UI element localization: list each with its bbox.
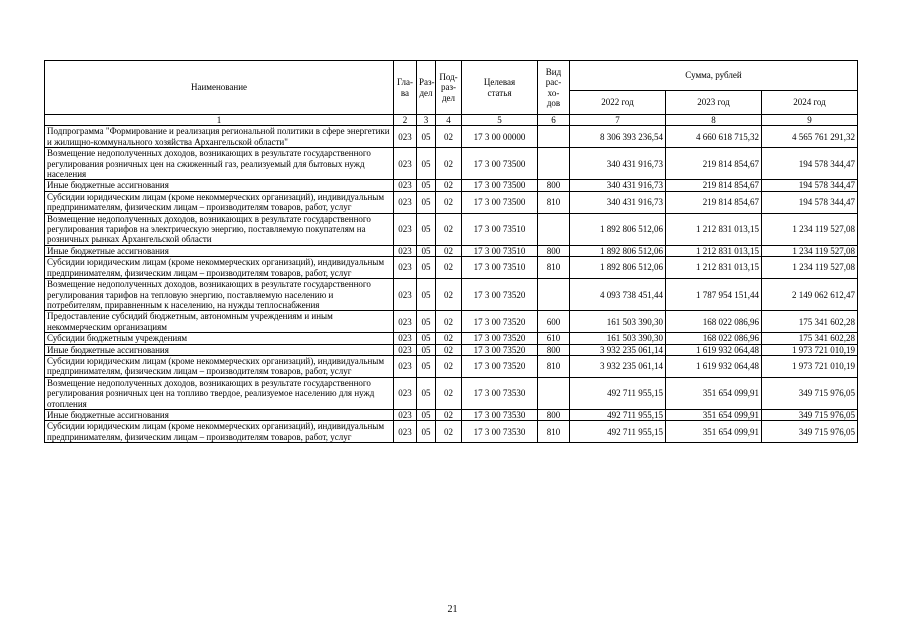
row-sum-2024: 194 578 344,47	[762, 191, 858, 213]
row-sum-2023: 219 814 854,67	[666, 148, 762, 180]
row-glava: 023	[394, 257, 417, 279]
row-razdel: 05	[417, 421, 436, 443]
row-target: 17 3 00 73500	[462, 191, 538, 213]
row-vid: 800	[538, 344, 570, 355]
row-target: 17 3 00 73510	[462, 213, 538, 245]
table-row	[45, 213, 858, 245]
row-sum-2022: 340 431 916,73	[570, 180, 666, 191]
column-index: 6	[538, 115, 570, 126]
column-index: 3	[417, 115, 436, 126]
row-sum-2023: 1 619 932 064,48	[666, 355, 762, 377]
row-target: 17 3 00 73510	[462, 257, 538, 279]
row-sum-2022: 8 306 393 236,54	[570, 126, 666, 148]
row-sum-2024: 4 565 761 291,32	[762, 126, 858, 148]
row-razdel: 05	[417, 126, 436, 148]
row-razdel: 05	[417, 180, 436, 191]
row-name: Субсидии юридическим лицам (кроме некоммерческих организаций), индивидуальным предпринимателям, физическим лицам – производителям товаров, работ, услуг	[45, 191, 394, 213]
row-name: Предоставление субсидий бюджетным, автономным учреждениям и иным некоммерческим организациям	[45, 311, 394, 333]
row-glava: 023	[394, 279, 417, 311]
row-vid: 810	[538, 421, 570, 443]
row-glava: 023	[394, 344, 417, 355]
row-vid	[538, 148, 570, 180]
row-sum-2023: 351 654 099,91	[666, 409, 762, 420]
table-row	[45, 377, 858, 409]
row-podrazdel: 02	[436, 355, 462, 377]
row-glava: 023	[394, 409, 417, 420]
row-razdel: 05	[417, 311, 436, 333]
row-sum-2023: 1 787 954 151,44	[666, 279, 762, 311]
header-sum: Сумма, рублей	[570, 61, 858, 91]
row-vid: 600	[538, 311, 570, 333]
row-podrazdel: 02	[436, 421, 462, 443]
row-razdel: 05	[417, 333, 436, 344]
row-sum-2022: 3 932 235 061,14	[570, 355, 666, 377]
row-vid	[538, 213, 570, 245]
row-razdel: 05	[417, 245, 436, 256]
row-name: Возмещение недополученных доходов, возникающих в результате государственного регулирования розничных цен на сжиженный газ, реализуемый для бытовых нужд населения	[45, 148, 394, 180]
row-name: Возмещение недополученных доходов, возникающих в результате государственного регулирования розничных цен на топливо твердое, реализуемое населению для нужд отопления	[45, 377, 394, 409]
row-podrazdel: 02	[436, 180, 462, 191]
row-vid: 610	[538, 333, 570, 344]
row-sum-2022: 1 892 806 512,06	[570, 257, 666, 279]
row-glava: 023	[394, 213, 417, 245]
row-razdel: 05	[417, 377, 436, 409]
row-razdel: 05	[417, 344, 436, 355]
header-name: Наименование	[45, 61, 394, 115]
column-index: 2	[394, 115, 417, 126]
table-row	[45, 409, 858, 420]
row-glava: 023	[394, 377, 417, 409]
row-sum-2024: 349 715 976,05	[762, 421, 858, 443]
row-sum-2024: 2 149 062 612,47	[762, 279, 858, 311]
row-sum-2023: 1 212 831 013,15	[666, 257, 762, 279]
column-index: 5	[462, 115, 538, 126]
row-podrazdel: 02	[436, 311, 462, 333]
row-name: Иные бюджетные ассигнования	[45, 409, 394, 420]
row-glava: 023	[394, 126, 417, 148]
row-sum-2022: 492 711 955,15	[570, 409, 666, 420]
row-sum-2022: 340 431 916,73	[570, 148, 666, 180]
table-row	[45, 148, 858, 180]
row-sum-2024: 194 578 344,47	[762, 148, 858, 180]
row-razdel: 05	[417, 257, 436, 279]
column-index: 1	[45, 115, 394, 126]
row-glava: 023	[394, 421, 417, 443]
row-target: 17 3 00 73510	[462, 245, 538, 256]
row-sum-2022: 161 503 390,30	[570, 333, 666, 344]
row-sum-2023: 168 022 086,96	[666, 311, 762, 333]
row-glava: 023	[394, 333, 417, 344]
row-vid: 810	[538, 257, 570, 279]
column-index: 4	[436, 115, 462, 126]
header-glava: Гла- ва	[394, 61, 417, 115]
row-name: Субсидии бюджетным учреждениям	[45, 333, 394, 344]
table-row	[45, 245, 858, 256]
row-name: Субсидии юридическим лицам (кроме некоммерческих организаций), индивидуальным предпринимателям, физическим лицам – производителям товаров, работ, услуг	[45, 355, 394, 377]
header-year-2024: 2024 год	[762, 91, 858, 115]
row-target: 17 3 00 73520	[462, 333, 538, 344]
row-razdel: 05	[417, 191, 436, 213]
row-target: 17 3 00 73520	[462, 355, 538, 377]
header-year-2022: 2022 год	[570, 91, 666, 115]
row-glava: 023	[394, 311, 417, 333]
row-sum-2024: 1 973 721 010,19	[762, 355, 858, 377]
row-vid	[538, 377, 570, 409]
header-razdel: Раз- дел	[417, 61, 436, 115]
header-podrazdel: Под- раз- дел	[436, 61, 462, 115]
row-sum-2022: 492 711 955,15	[570, 421, 666, 443]
row-vid	[538, 279, 570, 311]
row-name: Субсидии юридическим лицам (кроме некоммерческих организаций), индивидуальным предпринимателям, физическим лицам – производителям товаров, работ, услуг	[45, 421, 394, 443]
row-sum-2023: 168 022 086,96	[666, 333, 762, 344]
row-name: Подпрограмма "Формирование и реализация региональной политики в сфере энергетики и жилищно-коммунального хозяйства Архангельской области"	[45, 126, 394, 148]
row-sum-2024: 349 715 976,05	[762, 409, 858, 420]
row-glava: 023	[394, 355, 417, 377]
column-index: 7	[570, 115, 666, 126]
row-podrazdel: 02	[436, 245, 462, 256]
row-target: 17 3 00 73500	[462, 180, 538, 191]
row-podrazdel: 02	[436, 333, 462, 344]
row-vid: 800	[538, 180, 570, 191]
row-name: Возмещение недополученных доходов, возникающих в результате государственного регулирования тарифов на тепловую энергию, поставляемую населению и потребителям, приравненным к населению, на нужды теплоснабжения	[45, 279, 394, 311]
row-target: 17 3 00 73530	[462, 377, 538, 409]
header-year-2023: 2023 год	[666, 91, 762, 115]
row-target: 17 3 00 73520	[462, 344, 538, 355]
row-glava: 023	[394, 191, 417, 213]
row-sum-2022: 492 711 955,15	[570, 377, 666, 409]
row-sum-2024: 1 234 119 527,08	[762, 245, 858, 256]
row-sum-2022: 4 093 738 451,44	[570, 279, 666, 311]
row-vid: 810	[538, 355, 570, 377]
table-row	[45, 333, 858, 344]
row-sum-2023: 1 212 831 013,15	[666, 245, 762, 256]
row-podrazdel: 02	[436, 279, 462, 311]
table-body	[45, 126, 858, 443]
table-row	[45, 279, 858, 311]
row-podrazdel: 02	[436, 344, 462, 355]
row-sum-2024: 194 578 344,47	[762, 180, 858, 191]
row-name: Иные бюджетные ассигнования	[45, 245, 394, 256]
row-name: Иные бюджетные ассигнования	[45, 180, 394, 191]
row-sum-2022: 340 431 916,73	[570, 191, 666, 213]
row-sum-2024: 175 341 602,28	[762, 311, 858, 333]
row-vid: 800	[538, 409, 570, 420]
row-glava: 023	[394, 245, 417, 256]
row-sum-2024: 349 715 976,05	[762, 377, 858, 409]
row-name: Возмещение недополученных доходов, возникающих в результате государственного регулирования тарифов на электрическую энергию, поставляемую покупателям на розничных рынках Архангельской области	[45, 213, 394, 245]
row-sum-2023: 219 814 854,67	[666, 180, 762, 191]
row-glava: 023	[394, 180, 417, 191]
table-row	[45, 355, 858, 377]
row-sum-2023: 219 814 854,67	[666, 191, 762, 213]
row-podrazdel: 02	[436, 126, 462, 148]
row-target: 17 3 00 73520	[462, 279, 538, 311]
table-row	[45, 191, 858, 213]
row-podrazdel: 02	[436, 409, 462, 420]
table-row	[45, 126, 858, 148]
row-target: 17 3 00 73520	[462, 311, 538, 333]
row-sum-2022: 1 892 806 512,06	[570, 245, 666, 256]
row-sum-2022: 1 892 806 512,06	[570, 213, 666, 245]
row-podrazdel: 02	[436, 148, 462, 180]
page-number: 21	[447, 604, 458, 615]
header-vid: Вид рас- хо- дов	[538, 61, 570, 115]
budget-table	[44, 60, 858, 443]
table-row	[45, 344, 858, 355]
table-row	[45, 311, 858, 333]
row-razdel: 05	[417, 409, 436, 420]
row-podrazdel: 02	[436, 191, 462, 213]
row-razdel: 05	[417, 213, 436, 245]
row-sum-2022: 161 503 390,30	[570, 311, 666, 333]
row-razdel: 05	[417, 355, 436, 377]
row-glava: 023	[394, 148, 417, 180]
row-vid	[538, 126, 570, 148]
row-sum-2023: 351 654 099,91	[666, 421, 762, 443]
row-target: 17 3 00 00000	[462, 126, 538, 148]
row-sum-2024: 175 341 602,28	[762, 333, 858, 344]
row-podrazdel: 02	[436, 257, 462, 279]
row-vid: 810	[538, 191, 570, 213]
table-row	[45, 257, 858, 279]
row-vid: 800	[538, 245, 570, 256]
row-sum-2023: 1 212 831 013,15	[666, 213, 762, 245]
row-target: 17 3 00 73500	[462, 148, 538, 180]
row-razdel: 05	[417, 148, 436, 180]
column-index: 8	[666, 115, 762, 126]
row-sum-2023: 351 654 099,91	[666, 377, 762, 409]
row-sum-2024: 1 234 119 527,08	[762, 213, 858, 245]
row-sum-2022: 3 932 235 061,14	[570, 344, 666, 355]
row-sum-2023: 1 619 932 064,48	[666, 344, 762, 355]
row-podrazdel: 02	[436, 377, 462, 409]
header-target: Целевая статья	[462, 61, 538, 115]
row-name: Субсидии юридическим лицам (кроме некоммерческих организаций), индивидуальным предпринимателям, физическим лицам – производителям товаров, работ, услуг	[45, 257, 394, 279]
column-index: 9	[762, 115, 858, 126]
table-row	[45, 180, 858, 191]
row-sum-2024: 1 234 119 527,08	[762, 257, 858, 279]
row-sum-2024: 1 973 721 010,19	[762, 344, 858, 355]
row-razdel: 05	[417, 279, 436, 311]
table-row	[45, 421, 858, 443]
row-sum-2023: 4 660 618 715,32	[666, 126, 762, 148]
row-target: 17 3 00 73530	[462, 409, 538, 420]
row-name: Иные бюджетные ассигнования	[45, 344, 394, 355]
row-target: 17 3 00 73530	[462, 421, 538, 443]
row-podrazdel: 02	[436, 213, 462, 245]
